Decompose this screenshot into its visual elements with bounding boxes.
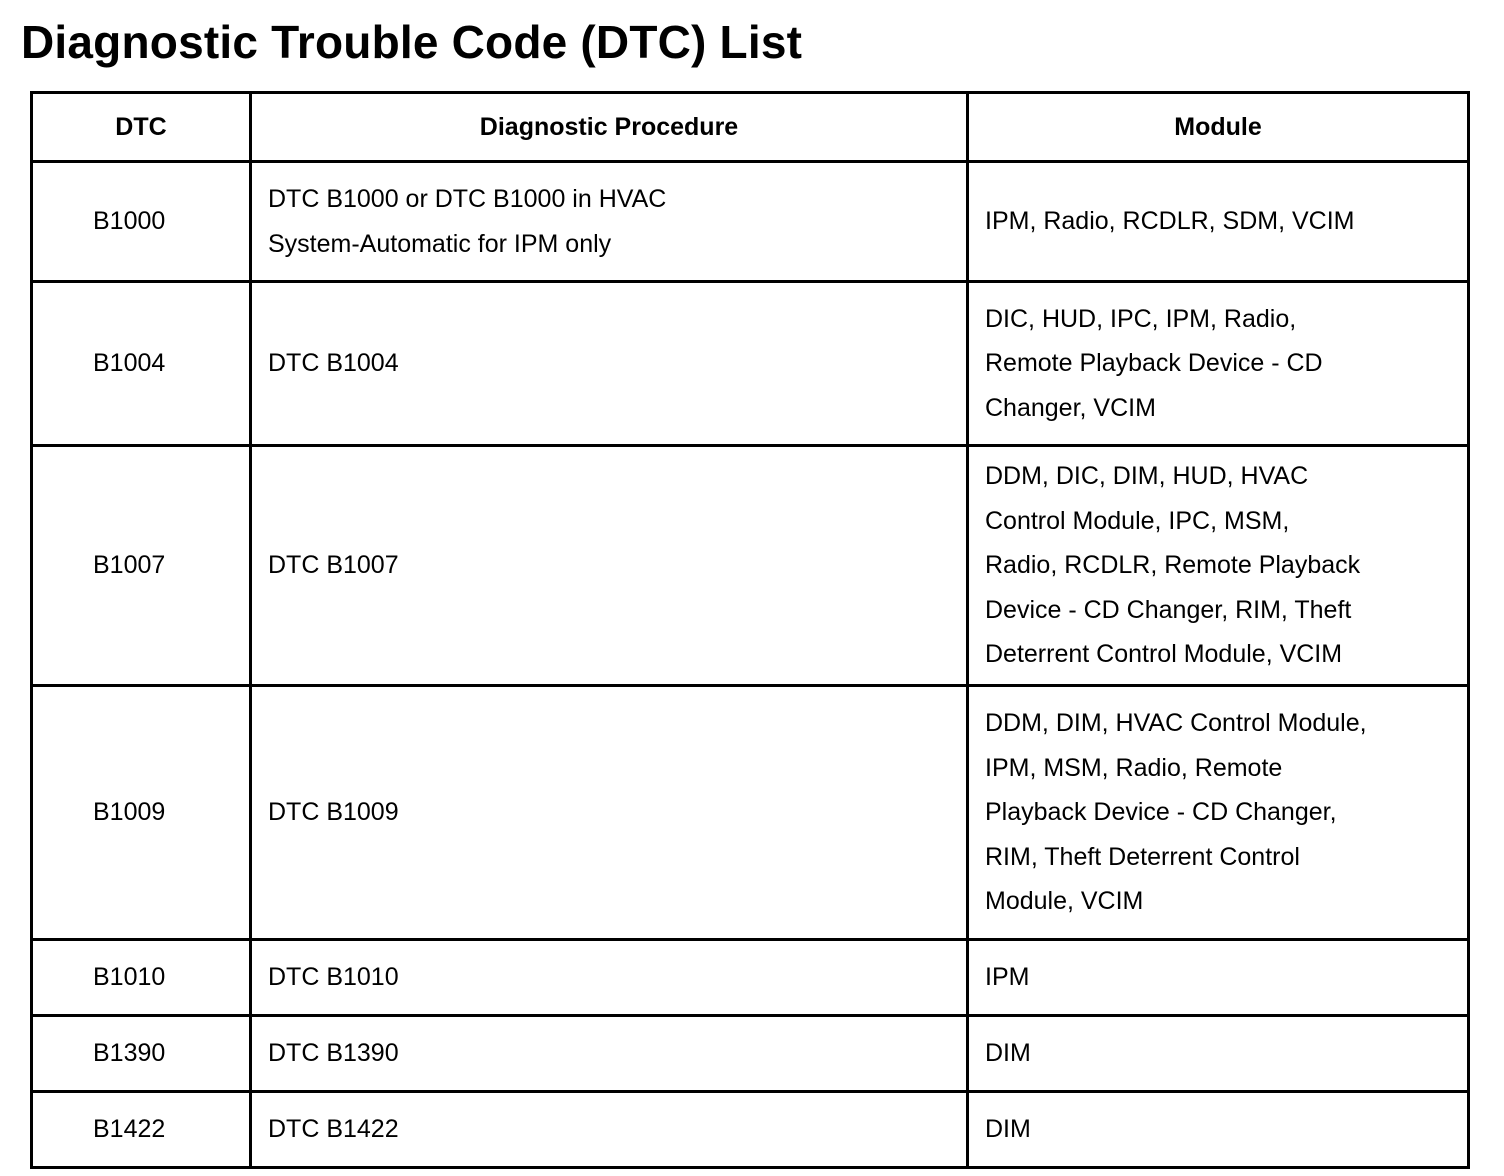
diagnostic-procedure-cell xyxy=(251,686,968,940)
diagnostic-procedure-cell xyxy=(251,940,968,1016)
module-line: RIM, Theft Deterrent Control xyxy=(985,842,1300,871)
table-row xyxy=(32,686,1469,940)
dtc-code-cell: B1007 xyxy=(32,446,251,686)
diagnostic-procedure-cell xyxy=(251,1016,968,1092)
table-header xyxy=(32,93,1469,162)
header-diagnostic-procedure: Diagnostic Procedure xyxy=(251,93,968,162)
module-line: DIM xyxy=(985,1115,1031,1144)
module-line: Device - CD Changer, RIM, Theft xyxy=(985,595,1352,624)
header-dtc: DTC xyxy=(32,93,251,162)
dtc-code-cell: B1422 xyxy=(32,1092,251,1168)
header-row xyxy=(32,93,1469,162)
procedure-line: DTC B1007 xyxy=(268,551,399,580)
dtc-code-cell: B1390 xyxy=(32,1016,251,1092)
procedure-line: DTC B1422 xyxy=(268,1115,399,1144)
module-line: Changer, VCIM xyxy=(985,393,1156,422)
module-line: Playback Device - CD Changer, xyxy=(985,798,1337,827)
table-row xyxy=(32,446,1469,686)
module-line: Deterrent Control Module, VCIM xyxy=(985,640,1343,669)
procedure-line: DTC B1004 xyxy=(268,349,399,378)
diagnostic-procedure-cell xyxy=(251,446,968,686)
dtc-table xyxy=(30,91,1470,1169)
table-row xyxy=(32,162,1469,282)
module-cell xyxy=(968,446,1469,686)
module-cell xyxy=(968,686,1469,940)
module-line: IPM, MSM, Radio, Remote xyxy=(985,753,1283,782)
module-line: DIC, HUD, IPC, IPM, Radio, xyxy=(985,304,1297,333)
procedure-line: DTC B1009 xyxy=(268,798,399,827)
table-row xyxy=(32,940,1469,1016)
module-line: Remote Playback Device - CD xyxy=(985,349,1323,378)
module-line: Control Module, IPC, MSM, xyxy=(985,506,1290,535)
module-line: IPM, Radio, RCDLR, SDM, VCIM xyxy=(985,207,1355,236)
dtc-code-cell: B1009 xyxy=(32,686,251,940)
module-line: DIM xyxy=(985,1039,1031,1068)
table-row xyxy=(32,1016,1469,1092)
procedure-line: DTC B1000 or DTC B1000 in HVAC xyxy=(268,185,667,213)
module-line: DDM, DIC, DIM, HUD, HVAC xyxy=(985,462,1309,491)
dtc-code-cell: B1004 xyxy=(32,282,251,446)
table-row xyxy=(32,282,1469,446)
diagnostic-procedure-cell xyxy=(251,1092,968,1168)
dtc-code-cell: B1000 xyxy=(32,162,251,282)
diagnostic-procedure-cell xyxy=(251,282,968,446)
module-cell xyxy=(968,1016,1469,1092)
table-body xyxy=(32,162,1469,1168)
module-cell xyxy=(968,282,1469,446)
procedure-line: DTC B1390 xyxy=(268,1039,399,1068)
procedure-line: System-Automatic for IPM only xyxy=(268,229,612,258)
module-cell xyxy=(968,1092,1469,1168)
module-line: Module, VCIM xyxy=(985,887,1144,916)
module-cell xyxy=(968,940,1469,1016)
page-title: Diagnostic Trouble Code (DTC) List xyxy=(21,16,803,68)
table-row xyxy=(32,1092,1469,1168)
module-line: Radio, RCDLR, Remote Playback xyxy=(985,551,1361,580)
module-line: DDM, DIM, HVAC Control Module, xyxy=(985,709,1367,738)
module-cell xyxy=(968,162,1469,282)
diagnostic-procedure-cell xyxy=(251,162,968,282)
header-module: Module xyxy=(968,93,1469,162)
module-line: IPM xyxy=(985,963,1030,992)
procedure-line: DTC B1010 xyxy=(268,963,399,992)
dtc-code-cell: B1010 xyxy=(32,940,251,1016)
